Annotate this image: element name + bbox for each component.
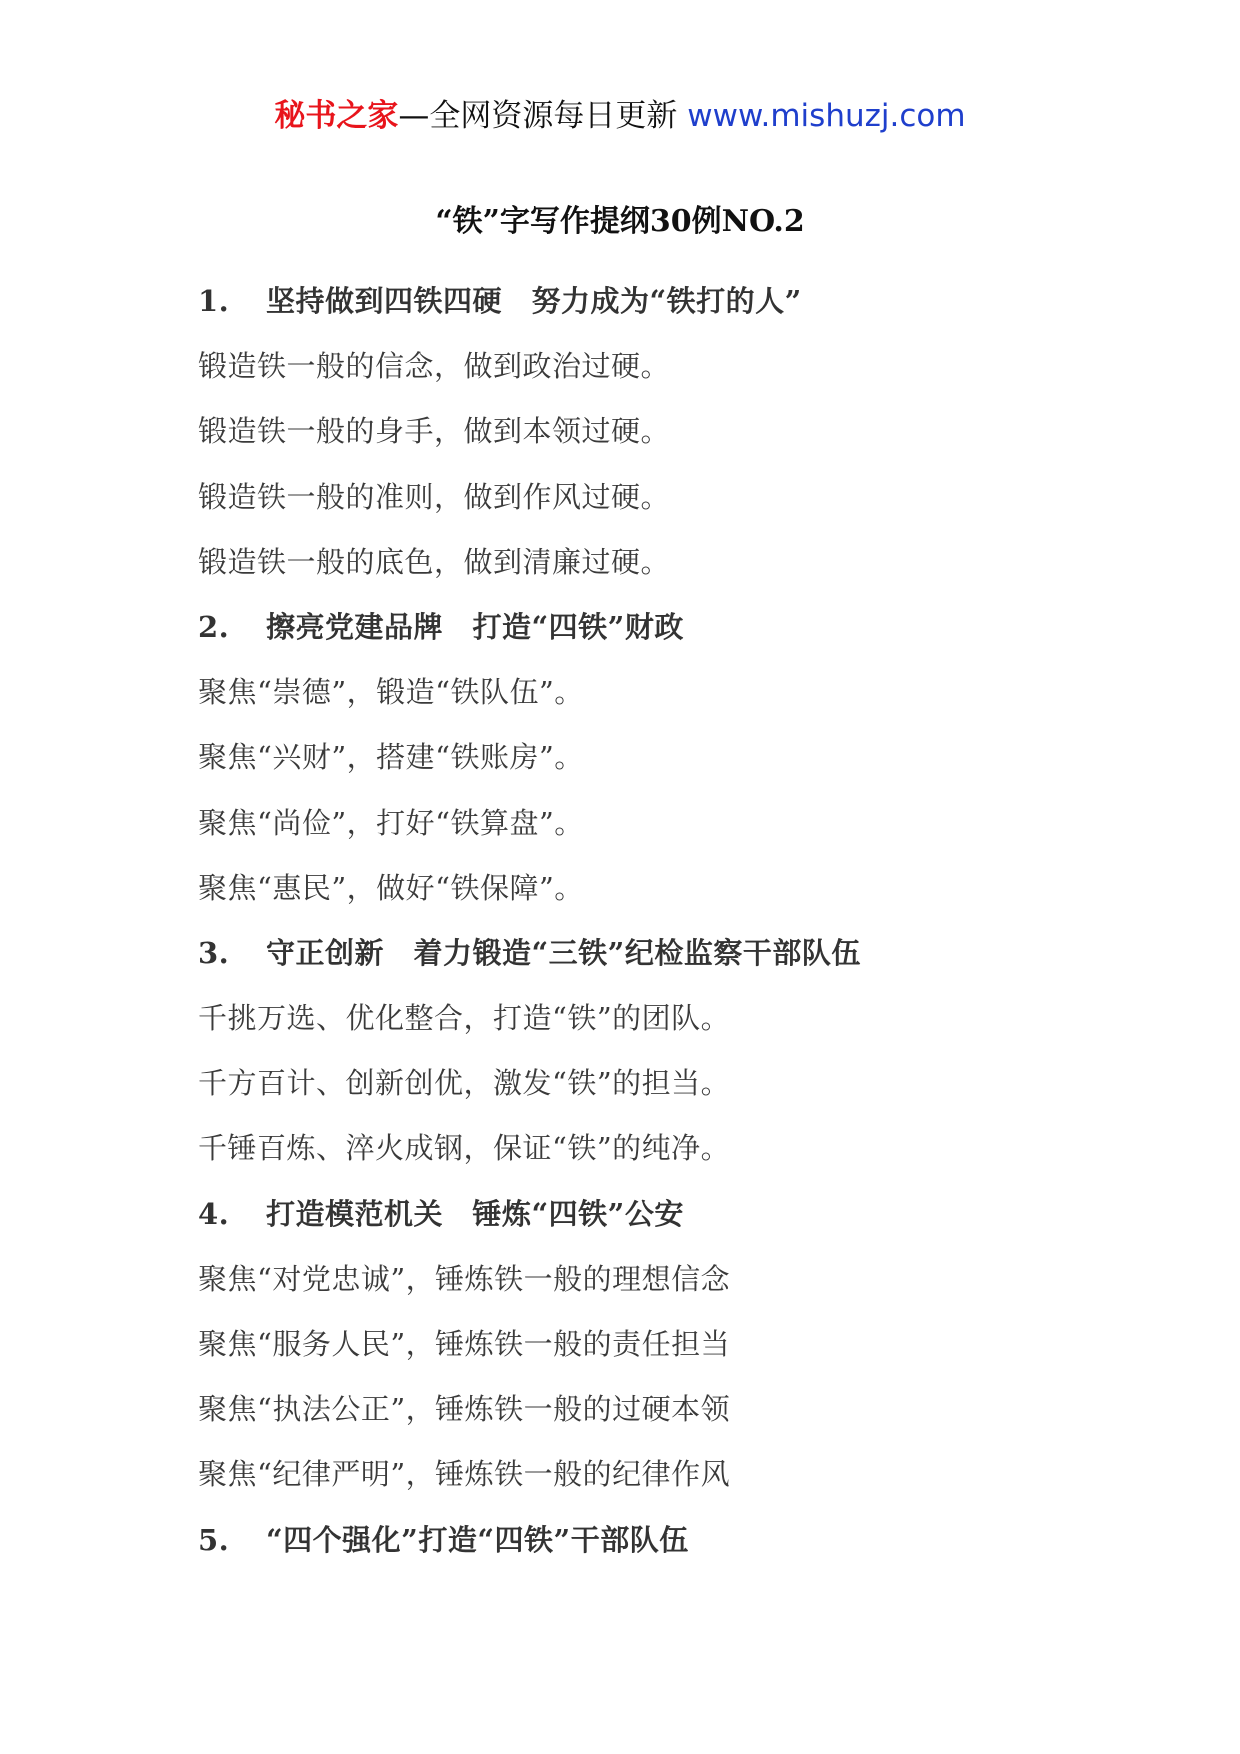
body-line: 聚焦“崇德”，锻造“铁队伍”。 <box>198 675 584 710</box>
section-number: 1. <box>198 284 230 318</box>
body-line: 聚焦“服务人民”，锤炼铁一般的责任担当 <box>198 1327 731 1361</box>
section-heading-text: 打造模范机关 锤炼“四铁”公安 <box>266 1196 684 1231</box>
section-number: 5. <box>198 1522 230 1557</box>
section-number: 4. <box>198 1196 230 1231</box>
body-line: 聚焦“尚俭”，打好“铁算盘”。 <box>198 805 584 840</box>
section-heading <box>198 1192 1198 1257</box>
body-line: 千方百计、创新创优，激发“铁”的担当。 <box>198 1066 731 1101</box>
section-number: 2. <box>198 609 230 644</box>
header-tagline: —全网资源每日更新 <box>398 98 688 134</box>
section-heading-text: 擦亮党建品牌 打造“四铁”财政 <box>266 609 684 644</box>
body-line: 聚焦“惠民”，做好“铁保障”。 <box>198 870 584 905</box>
body-line: 聚焦“兴财”，搭建“铁账房”。 <box>198 740 584 775</box>
document-body <box>198 279 1198 1583</box>
section-heading <box>198 605 1198 670</box>
body-line: 聚焦“对党忠诚”，锤炼铁一般的理想信念 <box>198 1261 731 1296</box>
section-heading-text: “四个强化”打造“四铁”干部队伍 <box>266 1522 689 1557</box>
body-line: 锻造铁一般的准则，做到作风过硬。 <box>198 479 671 514</box>
section-heading <box>198 279 1198 344</box>
body-line: 锻造铁一般的身手，做到本领过硬。 <box>198 414 671 449</box>
body-line: 聚焦“纪律严明”，锤炼铁一般的纪律作风 <box>198 1457 731 1492</box>
brand-name: 秘书之家 <box>274 98 399 134</box>
site-header <box>0 96 1240 136</box>
section-heading <box>198 931 1198 996</box>
section-heading-text: 守正创新 着力锻造“三铁”纪检监察干部队伍 <box>266 935 861 970</box>
body-line: 千挑万选、优化整合，打造“铁”的团队。 <box>198 1001 731 1036</box>
body-line: 聚焦“执法公正”，锤炼铁一般的过硬本领 <box>198 1392 731 1427</box>
body-line: 锻造铁一般的信念，做到政治过硬。 <box>198 349 671 384</box>
site-url-link[interactable]: www.mishuzj.com <box>687 98 966 134</box>
section-heading-text: 坚持做到四铁四硬 努力成为“铁打的人” <box>266 284 802 318</box>
section-heading <box>198 1518 1198 1583</box>
body-line: 千锤百炼、淬火成钢，保证“铁”的纯净。 <box>198 1131 731 1166</box>
document-title: “铁”字写作提纲30例NO.2 <box>435 204 805 239</box>
body-line: 锻造铁一般的底色，做到清廉过硬。 <box>198 544 671 579</box>
section-number: 3. <box>198 935 230 970</box>
